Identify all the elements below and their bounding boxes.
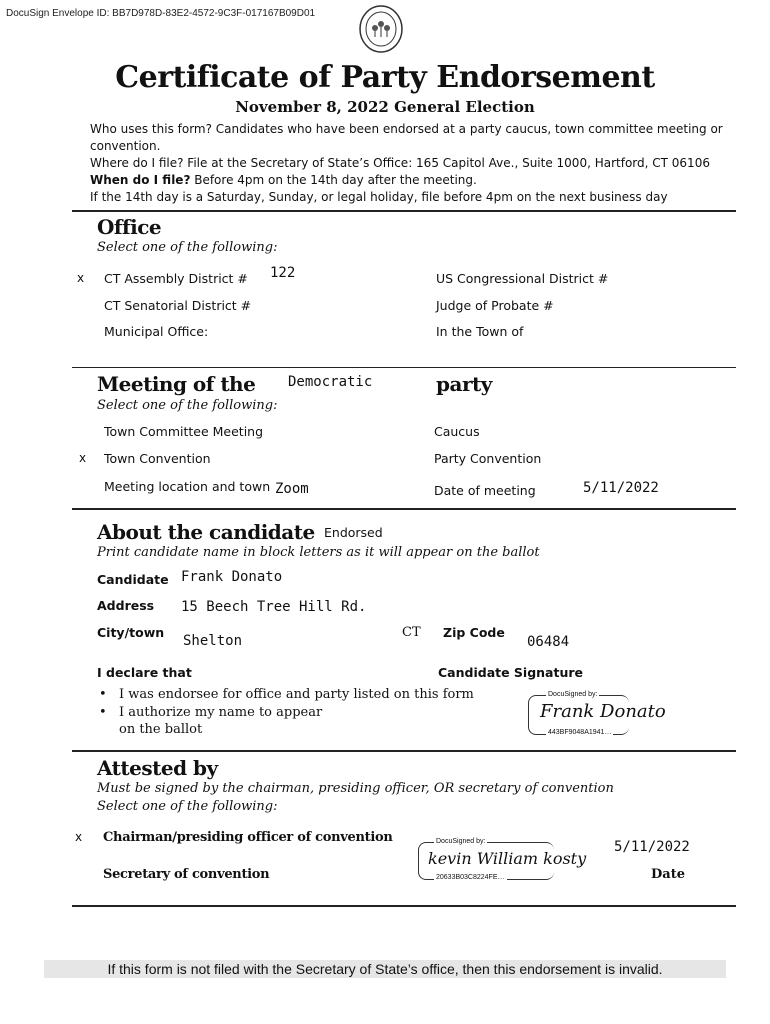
candidate-signature-label: Candidate Signature: [438, 665, 584, 680]
city-value[interactable]: Shelton: [183, 633, 243, 649]
candidate-instruction: Print candidate name in block letters as it will appear on the ballot: [97, 545, 540, 560]
info-when-label: When do I file?: [90, 173, 191, 187]
info-when-text: Before 4pm on the 14th day after the meeting.: [190, 173, 477, 187]
info-line-3: Where do I file? File at the Secretary of State’s Office: 165 Capitol Ave., Suite 1000, Hartford, CT 06106: [90, 156, 710, 170]
meeting-instruction: Select one of the following:: [97, 398, 278, 413]
attested-date-value[interactable]: 5/11/2022: [614, 839, 690, 855]
divider: [72, 905, 736, 907]
page-subtitle: November 8, 2022 General Election: [235, 98, 535, 116]
attested-instruction-2: Select one of the following:: [97, 799, 278, 814]
party-label: party: [436, 372, 492, 396]
assembly-district-value[interactable]: 122: [270, 265, 296, 281]
declaration-list: [97, 686, 474, 722]
declaration-item: • I authorize my name to appear: [97, 704, 474, 722]
zip-value[interactable]: 06484: [527, 634, 570, 650]
city-label: City/town: [97, 625, 165, 640]
divider: [72, 367, 736, 368]
candidate-signature-id: 443BF9048A1941…: [548, 729, 612, 736]
assembly-district-label: CT Assembly District #: [104, 271, 248, 286]
attested-signature-id: 20633B03C8224FE…: [436, 874, 505, 881]
town-committee-label: Town Committee Meeting: [104, 424, 264, 439]
candidate-heading: About the candidate: [97, 520, 315, 544]
meeting-location-label: Meeting location and town: [104, 479, 271, 494]
caucus-label: Caucus: [434, 424, 480, 439]
candidate-signature: Frank Donato: [540, 701, 666, 722]
town-label: In the Town of: [436, 324, 524, 339]
convention-checkmark[interactable]: x: [79, 451, 87, 465]
senatorial-district-label: CT Senatorial District #: [104, 298, 252, 313]
candidate-name-value[interactable]: Frank Donato: [181, 569, 283, 585]
attested-instruction-1: Must be signed by the chairman, presiding officer, OR secretary of convention: [97, 781, 614, 796]
candidate-docusigned-label: DocuSigned by:: [548, 691, 598, 698]
municipal-office-label: Municipal Office:: [104, 324, 209, 339]
assembly-checkmark[interactable]: x: [77, 271, 85, 285]
divider: [72, 508, 736, 510]
footer-notice: If this form is not filed with the Secretary of State’s office, then this endorsement is invalid.: [44, 960, 726, 978]
town-convention-label: Town Convention: [104, 451, 211, 466]
meeting-location-value[interactable]: Zoom: [275, 481, 309, 497]
info-line-5: If the 14th day is a Saturday, Sunday, or legal holiday, file before 4pm on the next business day: [90, 190, 668, 204]
info-line-1: Who uses this form? Candidates who have been endorsed at a party caucus, town committee meeting or: [90, 122, 723, 136]
secretary-label: Secretary of convention: [103, 867, 270, 882]
chairman-checkmark[interactable]: x: [75, 830, 83, 844]
address-label: Address: [97, 598, 155, 613]
state-value: CT: [402, 625, 421, 640]
info-line-2: convention.: [90, 139, 161, 153]
office-heading: Office: [97, 215, 162, 239]
candidate-name-label: Candidate: [97, 572, 169, 587]
divider: [72, 210, 736, 212]
meeting-date-value[interactable]: 5/11/2022: [583, 480, 659, 496]
envelope-id: DocuSign Envelope ID: BB7D978D-83E2-4572-9C3F-017167B09D01: [6, 8, 316, 19]
info-line-4: [90, 173, 477, 187]
attested-docusigned-label: DocuSigned by:: [436, 838, 486, 845]
state-seal-icon: [358, 4, 404, 54]
meeting-date-label: Date of meeting: [434, 483, 536, 498]
declare-label: I declare that: [97, 665, 192, 680]
attested-heading: Attested by: [97, 756, 218, 780]
endorsed-label: Endorsed: [324, 525, 383, 540]
party-convention-label: Party Convention: [434, 451, 542, 466]
divider: [72, 750, 736, 752]
party-value[interactable]: Democratic: [288, 374, 373, 390]
meeting-heading: Meeting of the: [97, 372, 256, 396]
page-title: Certificate of Party Endorsement: [115, 60, 655, 95]
congressional-district-label: US Congressional District #: [436, 271, 609, 286]
chairman-label: Chairman/presiding officer of convention: [103, 830, 393, 845]
office-instruction: Select one of the following:: [97, 240, 278, 255]
declaration-item-cont: on the ballot: [119, 722, 203, 737]
attested-date-label: Date: [651, 867, 685, 882]
attested-signature: kevin William kosty: [428, 849, 587, 868]
declaration-item: • I was endorsee for office and party listed on this form: [97, 686, 474, 704]
probate-label: Judge of Probate #: [436, 298, 554, 313]
zip-label: Zip Code: [443, 625, 505, 640]
address-value[interactable]: 15 Beech Tree Hill Rd.: [181, 599, 367, 615]
